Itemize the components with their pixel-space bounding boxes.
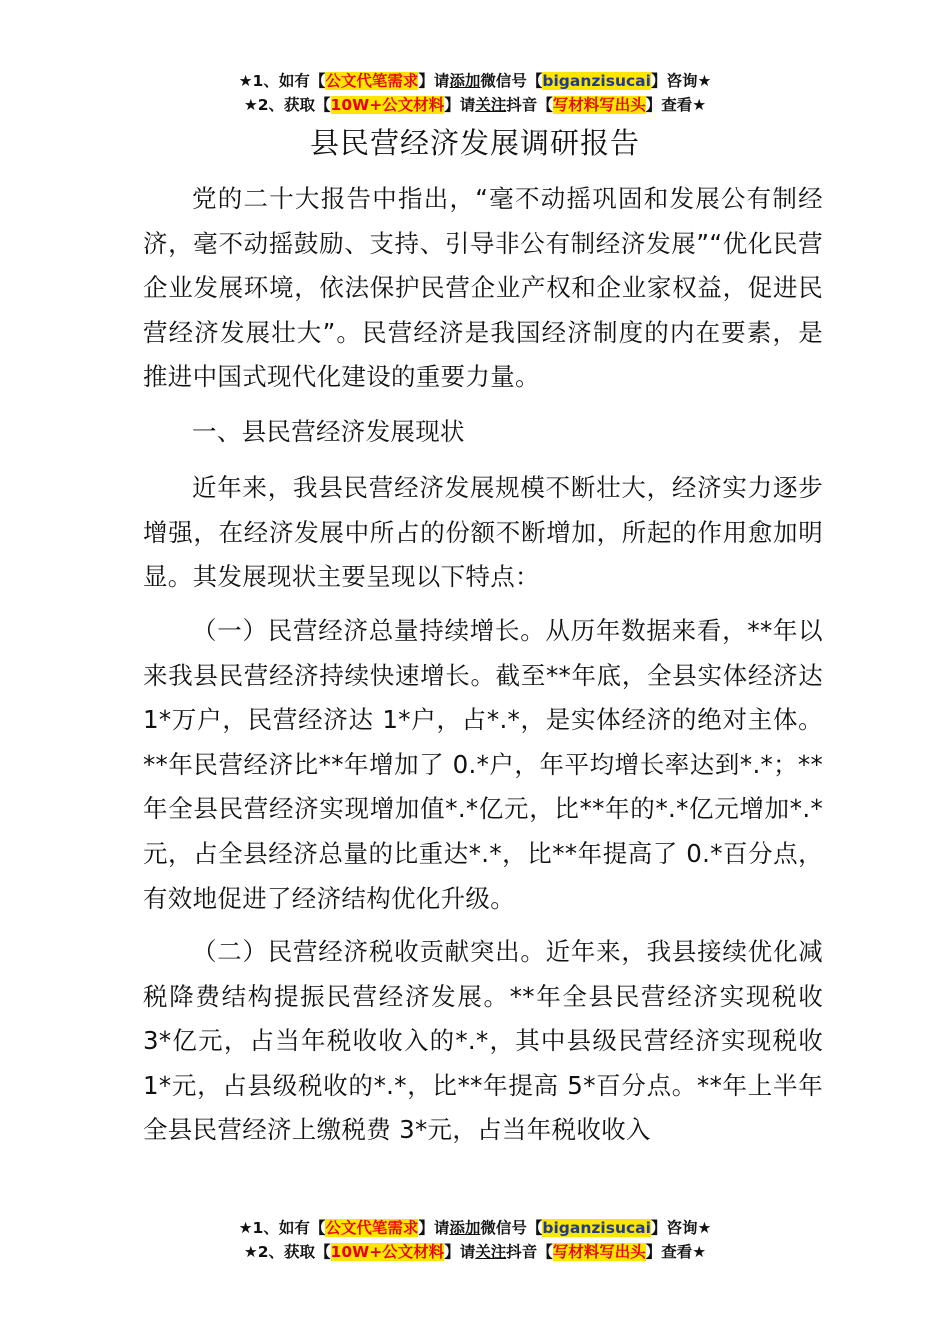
promo-line-2: ★2、获取【10W+公文材料】请关注抖音【写材料写出头】查看★: [243, 1243, 707, 1261]
paragraph-tax-contribution: （二）民营经济税收贡献突出。近年来，我县接续优化减税降费结构提振民营经济发展。**年全县民营经济实现税收 3*亿元，占当年税收收入的*.*，其中县级民营经济实现税收 1*元，占县级税收的*.*，比**年提高 5*百分点。**年上半年全县民营经济上缴税费 3*元，占当年税收收入: [143, 937, 823, 1145]
paragraph-intro: 党的二十大报告中指出，“毫不动摇巩固和发展公有制经济，毫不动摇鼓励、支持、引导非公有制经济发展”“优化民营企业发展环境，依法保护民营企业产权和企业家权益，促进民营经济发展壮大”。民营经济是我国经济制度的内在要素，是推进中国式现代化建设的重要力量。: [143, 184, 823, 392]
promo-line-2: ★2、获取【10W+公文材料】请关注抖音【写材料写出头】查看★: [243, 96, 707, 114]
paragraph-status: 近年来，我县民营经济发展规模不断壮大，经济实力逐步增强，在经济发展中所占的份额不断增加，所起的作用愈加明显。其发展现状主要呈现以下特点：: [143, 473, 823, 592]
paragraph-total-growth: （一）民营经济总量持续增长。从历年数据来看，**年以来我县民营经济持续快速增长。截至**年底，全县实体经济达 1*万户，民营经济达 1*户，占*.*，是实体经济的绝对主体。**年民营经济比**年增加了 0.*户，年平均增长率达到*.*；**年全县民营经济实现增加值*.*亿元，比**年的*.*亿元增加*.*元，占全县经济总量的比重达*.*，比**年提高了 0.*百分点，有效地促进了经济结构优化升级。: [143, 616, 823, 913]
promo-banner-top: [0, 69, 950, 117]
section-heading-1: 一、县民营经济发展现状: [192, 417, 465, 446]
promo-line-1: ★1、如有【公文代笔需求】请添加微信号【biganzisucai】咨询★: [238, 1219, 712, 1237]
promo-banner-bottom: [0, 1216, 950, 1264]
promo-line-1: ★1、如有【公文代笔需求】请添加微信号【biganzisucai】咨询★: [238, 72, 712, 90]
document-title: 县民营经济发展调研报告: [309, 126, 640, 160]
